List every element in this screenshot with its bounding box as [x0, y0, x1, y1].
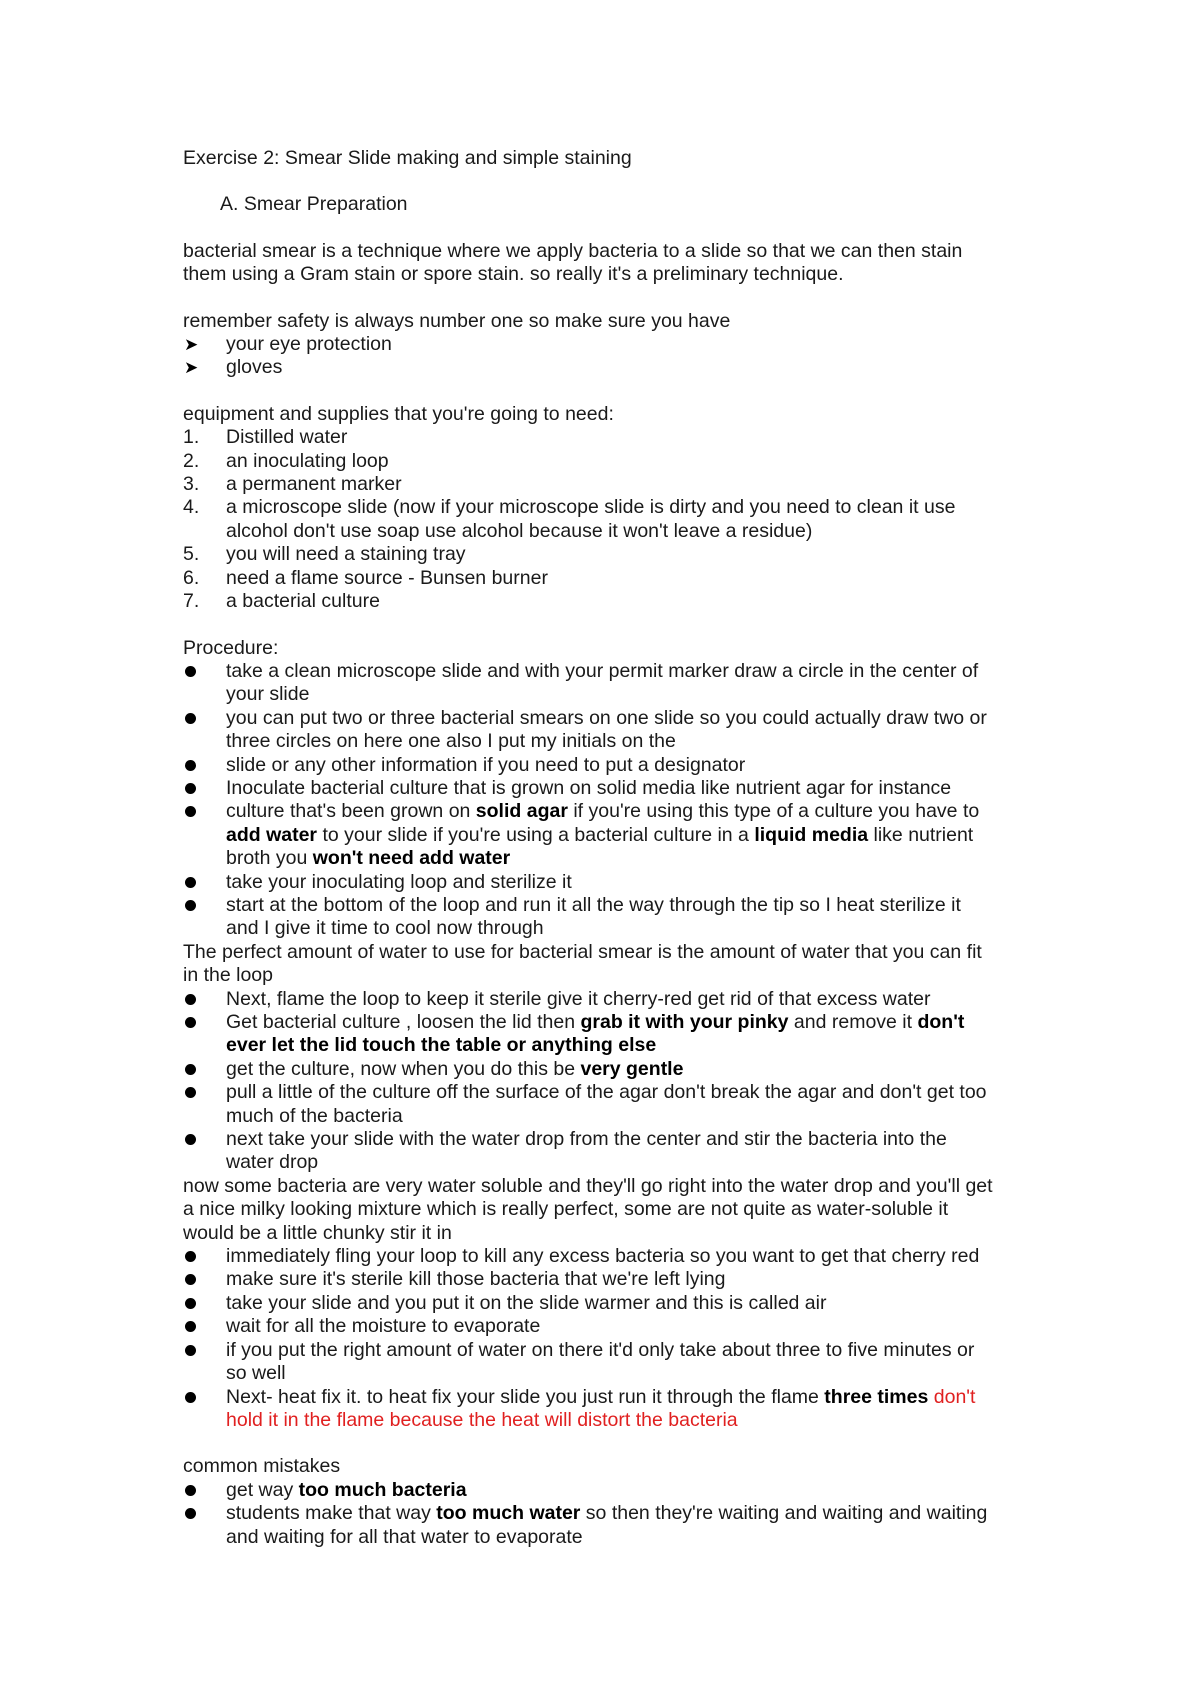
list-number: 3.	[183, 473, 200, 496]
list-item-text: water drop	[226, 1151, 319, 1174]
intro-paragraph	[183, 240, 1028, 287]
emphasis-text: don't	[917, 1011, 965, 1033]
note-line: a nice milky looking mixture which is really perfect, some are not quite as water-soluble it	[183, 1198, 949, 1221]
list-item	[183, 660, 1028, 707]
filled-circle-bullet-icon	[185, 877, 196, 888]
list-item-text: get way	[226, 1478, 299, 1501]
list-item	[183, 1058, 1028, 1081]
list-item	[183, 590, 1028, 613]
list-item-text: Distilled water	[226, 426, 348, 449]
note-line: in the loop	[183, 964, 273, 987]
list-item-text: a permanent marker	[226, 473, 402, 496]
list-item-text: students make that way	[226, 1502, 437, 1525]
list-item-text: if you put the right amount of water on there it'd only take about three to five minutes or	[226, 1338, 975, 1361]
emphasis-text: three times	[824, 1385, 929, 1408]
list-item	[183, 1502, 1028, 1549]
list-item-text: a bacterial culture	[226, 590, 380, 613]
arrowhead-bullet-icon: ➤	[184, 358, 199, 378]
list-item-text: next take your slide with the water drop from the center and stir the bacteria into the	[226, 1128, 947, 1151]
list-item-text: pull a little of the culture off the surface of the agar don't break the agar and don't get too	[226, 1081, 987, 1104]
list-item	[183, 426, 1028, 449]
list-number: 4.	[183, 496, 200, 519]
arrowhead-bullet-icon: ➤	[184, 335, 199, 355]
document-body	[183, 147, 1028, 1549]
mistakes-lead: common mistakes	[183, 1455, 341, 1478]
filled-circle-bullet-icon	[185, 713, 196, 724]
list-item-text: and remove it	[788, 1011, 918, 1033]
emphasis-text: ever let the lid touch the table or anything else	[226, 1034, 657, 1057]
list-item	[183, 543, 1028, 566]
filled-circle-bullet-icon	[185, 760, 196, 771]
safety-section	[183, 310, 1028, 380]
emphasis-text: grab it with your pinky	[580, 1011, 789, 1033]
note-line: now some bacteria are very water soluble and they'll go right into the water drop and you'll get	[183, 1174, 993, 1197]
list-number: 1.	[183, 426, 200, 449]
mistakes-section	[183, 1455, 1028, 1549]
filled-circle-bullet-icon	[185, 1345, 196, 1356]
list-item	[183, 988, 1028, 1011]
list-item-text: a microscope slide (now if your microscope slide is dirty and you need to clean it use	[226, 496, 956, 519]
list-item-text: so then they're waiting and waiting and waiting	[580, 1502, 988, 1525]
procedure-note	[183, 941, 1028, 988]
list-item	[183, 1339, 1028, 1386]
list-item-text: like nutrient	[868, 823, 974, 846]
filled-circle-bullet-icon	[185, 1392, 196, 1403]
filled-circle-bullet-icon	[185, 1134, 196, 1145]
list-item-text: start at the bottom of the loop and run it all the way through the tip so I heat sterilize it	[226, 893, 961, 916]
list-item	[183, 871, 1028, 894]
list-item	[183, 450, 1028, 473]
list-item-text: take your inoculating loop and sterilize it	[226, 870, 572, 893]
filled-circle-bullet-icon	[185, 1274, 196, 1285]
procedure-section	[183, 637, 1028, 1433]
emphasis-text: very gentle	[580, 1057, 684, 1080]
list-item-text: to your slide if you're using a bacterial culture in a	[317, 823, 755, 846]
list-item-text: Next, flame the loop to keep it sterile give it cherry-red get rid of that excess water	[226, 987, 931, 1010]
list-item-text: you can put two or three bacterial smears on one slide so you could actually draw two or	[226, 706, 987, 729]
list-item-text: and I give it time to cool now through	[226, 917, 544, 940]
list-item-text: make sure it's sterile kill those bacteria that we're left lying	[226, 1268, 726, 1291]
list-item	[183, 1245, 1028, 1268]
filled-circle-bullet-icon	[185, 1017, 196, 1028]
list-item-text: take a clean microscope slide and with your permit marker draw a circle in the center of	[226, 659, 979, 682]
list-item	[183, 1292, 1028, 1315]
list-item	[183, 356, 1028, 379]
list-item	[183, 707, 1028, 754]
warning-text: hold it in the flame because the heat will distort the bacteria	[226, 1408, 738, 1431]
safety-lead: remember safety is always number one so make sure you have	[183, 309, 731, 332]
list-item-text: so well	[226, 1362, 286, 1385]
list-item-text: get the culture, now when you do this be	[226, 1057, 581, 1080]
emphasis-text: too much bacteria	[298, 1478, 467, 1501]
list-item-text: you will need a staining tray	[226, 543, 466, 566]
list-item-text: broth you	[226, 847, 313, 870]
list-number: 7.	[183, 590, 200, 613]
filled-circle-bullet-icon	[185, 1508, 196, 1519]
filled-circle-bullet-icon	[185, 806, 196, 817]
emphasis-text: won't need add water	[312, 847, 511, 870]
warning-text: don't	[928, 1385, 976, 1408]
list-item	[183, 1315, 1028, 1338]
list-number: 2.	[183, 449, 200, 472]
filled-circle-bullet-icon	[185, 900, 196, 911]
list-item-text: and waiting for all that water to evaporate	[226, 1525, 583, 1548]
list-item	[183, 1011, 1028, 1058]
section-heading: A. Smear Preparation	[220, 193, 408, 216]
list-item-text: culture that's been grown on	[226, 800, 476, 823]
list-item	[183, 567, 1028, 590]
document-title: Exercise 2: Smear Slide making and simple staining	[183, 147, 632, 169]
filled-circle-bullet-icon	[185, 1485, 196, 1496]
filled-circle-bullet-icon	[185, 1251, 196, 1262]
list-item	[183, 1081, 1028, 1128]
list-item-text: need a flame source - Bunsen burner	[226, 566, 548, 589]
emphasis-text: liquid media	[754, 823, 869, 846]
list-item-text: gloves	[226, 356, 283, 379]
list-item-text: slide or any other information if you need to put a designator	[226, 753, 746, 776]
list-item-text: three circles on here one also I put my initials on the	[226, 730, 676, 753]
intro-line: bacterial smear is a technique where we apply bacteria to a slide so that we can then stain	[183, 239, 963, 262]
list-item-text: much of the bacteria	[226, 1104, 403, 1127]
emphasis-text: add water	[226, 823, 318, 846]
list-item-text: Get bacterial culture , loosen the lid then	[226, 1011, 581, 1033]
list-item	[183, 894, 1028, 941]
filled-circle-bullet-icon	[185, 1064, 196, 1075]
procedure-lead: Procedure:	[183, 636, 279, 659]
list-item	[183, 1479, 1028, 1502]
list-item-text: take your slide and you put it on the slide warmer and this is called air	[226, 1291, 827, 1314]
equipment-section	[183, 403, 1028, 614]
filled-circle-bullet-icon	[185, 666, 196, 677]
list-item	[183, 496, 1028, 543]
filled-circle-bullet-icon	[185, 1298, 196, 1309]
list-item-text: wait for all the moisture to evaporate	[226, 1315, 541, 1338]
list-item-text: your eye protection	[226, 333, 392, 356]
note-line: The perfect amount of water to use for bacterial smear is the amount of water that you can fit	[183, 940, 982, 963]
note-line: would be a little chunky stir it in	[183, 1221, 452, 1244]
filled-circle-bullet-icon	[185, 1087, 196, 1098]
filled-circle-bullet-icon	[185, 1321, 196, 1332]
list-number: 5.	[183, 543, 200, 566]
list-item	[183, 1128, 1028, 1175]
intro-line: them using a Gram stain or spore stain. so really it's a preliminary technique.	[183, 263, 844, 286]
emphasis-text: solid agar	[475, 800, 568, 823]
equipment-lead: equipment and supplies that you're going to need:	[183, 402, 614, 425]
list-item	[183, 800, 1028, 870]
list-item-text: alcohol don't use soap use alcohol because it won't leave a residue)	[226, 519, 813, 542]
list-item-text: an inoculating loop	[226, 449, 389, 472]
list-item	[183, 473, 1028, 496]
filled-circle-bullet-icon	[185, 994, 196, 1005]
list-item	[183, 1386, 1028, 1433]
list-item	[183, 333, 1028, 356]
list-item	[183, 777, 1028, 800]
list-item	[183, 1268, 1028, 1291]
list-item-text: Inoculate bacterial culture that is grown on solid media like nutrient agar for instance	[226, 776, 952, 799]
list-item-text: immediately fling your loop to kill any excess bacteria so you want to get that cherry red	[226, 1245, 980, 1268]
list-item	[183, 754, 1028, 777]
emphasis-text: too much water	[436, 1502, 581, 1525]
list-item-text: Next- heat fix it. to heat fix your slide you just run it through the flame	[226, 1385, 825, 1408]
filled-circle-bullet-icon	[185, 783, 196, 794]
procedure-note	[183, 1175, 1028, 1245]
list-item-text: if you're using this type of a culture you have to	[567, 800, 980, 823]
list-item-text: your slide	[226, 683, 310, 706]
list-number: 6.	[183, 566, 200, 589]
